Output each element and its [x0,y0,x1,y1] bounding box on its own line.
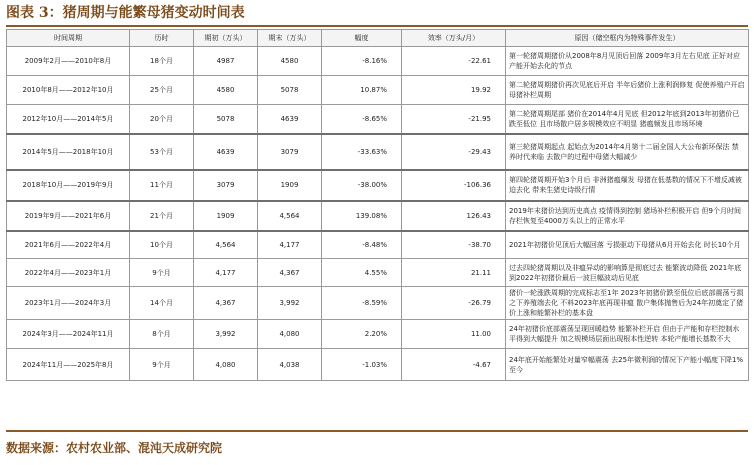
duration-cell: 9个月 [130,349,194,381]
reason-cell: 第四轮猪周期开始3个月后 非洲猪瘟爆发 母猪在低基数的情况下不增反减被迫去化 带来生猪史诗级行情 [506,170,749,201]
start-cell: 4,564 [194,231,258,259]
end-cell: 4,564 [258,201,322,231]
period-cell: 2023年1月——2024年3月 [7,287,130,320]
change-cell: 4.55% [322,259,402,287]
reason-cell: 第一轮猪周期猪价从2008年8月见顶后回落 2009年3月左右见底 正好对应产能开始去化的节点 [506,47,749,76]
change-cell: -8.16% [322,47,402,76]
end-cell: 3079 [258,134,322,170]
table-row [7,47,749,76]
header-duration: 历时 [130,30,194,47]
rate-cell: -22.61 [402,47,506,76]
table-row [7,170,749,201]
figure-title: 图表 3：猪周期与能繁母猪变动时间表 [6,5,245,21]
end-cell: 5078 [258,76,322,105]
rate-cell: 126.43 [402,201,506,231]
reason-cell: 2021年初猪价见顶后大幅回落 亏损驱动下母猪从6月开始去化 时长10个月 [506,231,749,259]
period-cell: 2014年5月——2018年10月 [7,134,130,170]
rate-cell: -4.67 [402,349,506,381]
rate-cell: 21.11 [402,259,506,287]
duration-cell: 11个月 [130,170,194,201]
end-cell: 4580 [258,47,322,76]
change-cell: -8.65% [322,105,402,134]
end-cell: 1909 [258,170,322,201]
data-source: 数据来源：农村农业部、混沌天成研究院 [6,441,223,455]
table-header-row [7,30,749,47]
period-cell: 2018年10月——2019年9月 [7,170,130,201]
table-row [7,259,749,287]
table-row [7,201,749,231]
duration-cell: 20个月 [130,105,194,134]
period-cell: 2012年10月——2014年5月 [7,105,130,134]
period-cell: 2021年6月——2022年4月 [7,231,130,259]
change-cell: -38.00% [322,170,402,201]
change-cell: 10.87% [322,76,402,105]
start-cell: 3079 [194,170,258,201]
duration-cell: 8个月 [130,320,194,349]
end-cell: 4,038 [258,349,322,381]
period-cell: 2024年11月——2025年8月 [7,349,130,381]
start-cell: 4580 [194,76,258,105]
header-reason: 原因（储空框内为特殊事件发生） [506,30,749,47]
start-cell: 4639 [194,134,258,170]
rate-cell: -29.43 [402,134,506,170]
rate-cell: -106.36 [402,170,506,201]
reason-cell: 第三轮猪周期起点 起始点为2014年4月第十二届全国人大公布新环保法 禁养时代来临 去散户的过程中母猪大幅减少 [506,134,749,170]
start-cell: 5078 [194,105,258,134]
period-cell: 2010年8月——2012年10月 [7,76,130,105]
start-cell: 4987 [194,47,258,76]
duration-cell: 14个月 [130,287,194,320]
header-rate: 效率（万头/月） [402,30,506,47]
change-cell: 2.20% [322,320,402,349]
duration-cell: 18个月 [130,47,194,76]
table-row [7,287,749,320]
reason-cell: 第二轮猪周期尾部 猪价在2014年4月见底 但2012年底到2013年初猪价已跌至低位 且市场散户居多规模效应不明显 猪瘟频发且市场环境 [506,105,749,134]
header-end: 期末（万头） [258,30,322,47]
start-cell: 4,080 [194,349,258,381]
end-cell: 4,367 [258,259,322,287]
reason-cell: 第二轮猪周期猪价再次见底后开启 半年后猪价上涨利润修复 促使养殖户开启母猪补栏周期 [506,76,749,105]
header-change: 幅度 [322,30,402,47]
table-row [7,320,749,349]
header-period: 时间周期 [7,30,130,47]
change-cell: -8.59% [322,287,402,320]
rate-cell: 19.92 [402,76,506,105]
rate-cell: 11.00 [402,320,506,349]
reason-cell: 24年底开始能繁处对量窄幅震荡 去25年微利润的情况下产能小幅度下降1%至今 [506,349,749,381]
change-cell: -33.63% [322,134,402,170]
change-cell: 139.08% [322,201,402,231]
end-cell: 3,992 [258,287,322,320]
table-row [7,349,749,381]
rate-cell: -21.95 [402,105,506,134]
period-cell: 2024年3月——2024年11月 [7,320,130,349]
duration-cell: 10个月 [130,231,194,259]
period-cell: 2009年2月——2010年8月 [7,47,130,76]
title-divider [6,25,748,27]
change-cell: -1.03% [322,349,402,381]
reason-cell: 过去四轮猪周期以及非瘟异动的影响算是彻底过去 能繁波动降低 2021年底到2022年初猪价最后一波巨幅波动后见底 [506,259,749,287]
start-cell: 4,367 [194,287,258,320]
duration-cell: 25个月 [130,76,194,105]
duration-cell: 21个月 [130,201,194,231]
start-cell: 4,177 [194,259,258,287]
table-row [7,76,749,105]
table-row [7,231,749,259]
start-cell: 1909 [194,201,258,231]
pig-cycle-table [6,29,749,381]
table-row [7,105,749,134]
rate-cell: -38.70 [402,231,506,259]
duration-cell: 9个月 [130,259,194,287]
start-cell: 3,992 [194,320,258,349]
period-cell: 2019年9月——2021年6月 [7,201,130,231]
rate-cell: -26.79 [402,287,506,320]
reason-cell: 猪价一轮涨跌周期的完成标志至1年 2023年初猪价跌至低位后底部震荡亏损之下养殖端去化 不料2023年底再现非瘟 散户集体抛售后为24年初奠定了猪价上涨和能繁补栏的基本盘 [506,287,749,320]
end-cell: 4,080 [258,320,322,349]
reason-cell: 24年初猪价底部震荡呈现回暖趋势 能繁补栏开启 但由于产能和存栏控制水平得到大幅提升 加之规模场层面出现根本性逆转 本轮产能增长基数不大 [506,320,749,349]
duration-cell: 53个月 [130,134,194,170]
end-cell: 4,177 [258,231,322,259]
end-cell: 4639 [258,105,322,134]
change-cell: -8.48% [322,231,402,259]
source-divider [6,430,748,432]
period-cell: 2022年4月——2023年1月 [7,259,130,287]
reason-cell: 2019年末猪价达到历史高点 疫情得到控制 猪场补栏积极开启 但9个月时间存栏恢复至4000万头以上的正常水平 [506,201,749,231]
header-start: 期初（万头） [194,30,258,47]
table-row [7,134,749,170]
